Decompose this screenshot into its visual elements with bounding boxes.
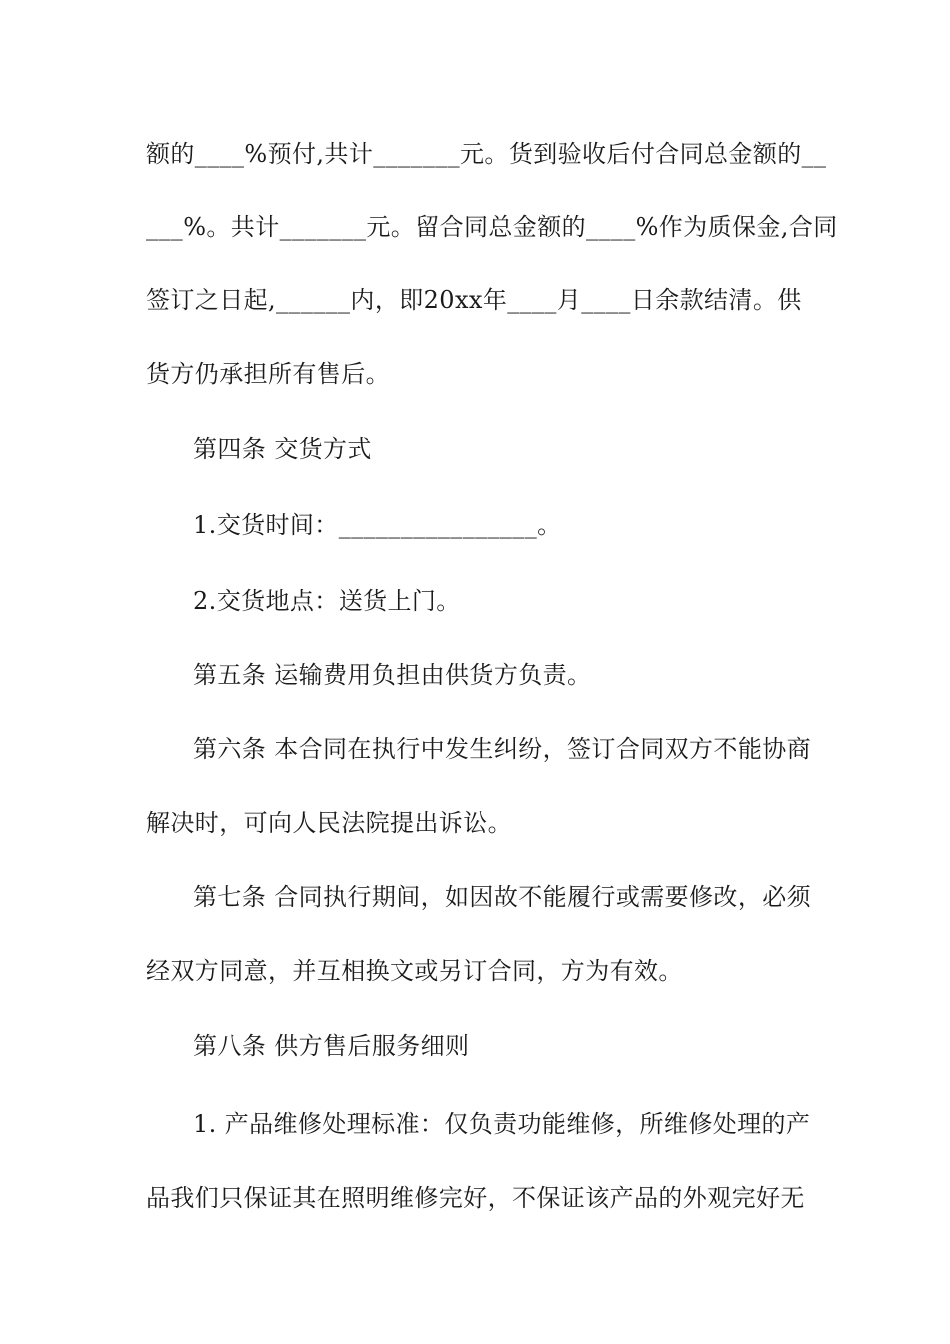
text-line: 经双方同意，并互相换文或另订合同，方为有效。 [146, 957, 683, 985]
section-heading-4: 第四条 交货方式 [193, 435, 372, 463]
text-line: 签订之日起,______内，即20xx年____月____日余款结清。供 [146, 286, 802, 314]
text-line: 品我们只保证其在照明维修完好，不保证该产品的外观完好无 [146, 1184, 805, 1212]
section-heading-7: 第七条 合同执行期间，如因故不能履行或需要修改，必须 [193, 883, 812, 911]
text-line: ___%。共计_______元。留合同总金额的____%作为质保金,合同 [146, 213, 838, 241]
section-heading-6: 第六条 本合同在执行中发生纠纷，签订合同双方不能协商 [193, 735, 812, 763]
section-heading-5: 第五条 运输费用负担由供货方负责。 [193, 661, 592, 689]
text-line: 解决时，可向人民法院提出诉讼。 [146, 809, 512, 837]
text-line: 1. 产品维修处理标准：仅负责功能维修，所维修处理的产 [193, 1110, 811, 1138]
section-heading-8: 第八条 供方售后服务细则 [193, 1032, 470, 1060]
text-line: 额的____%预付,共计_______元。货到验收后付合同总金额的__ [146, 140, 827, 168]
text-line: 1.交货时间：________________。 [193, 511, 562, 539]
text-line: 货方仍承担所有售后。 [146, 360, 390, 388]
text-line: 2.交货地点：送货上门。 [193, 587, 461, 615]
